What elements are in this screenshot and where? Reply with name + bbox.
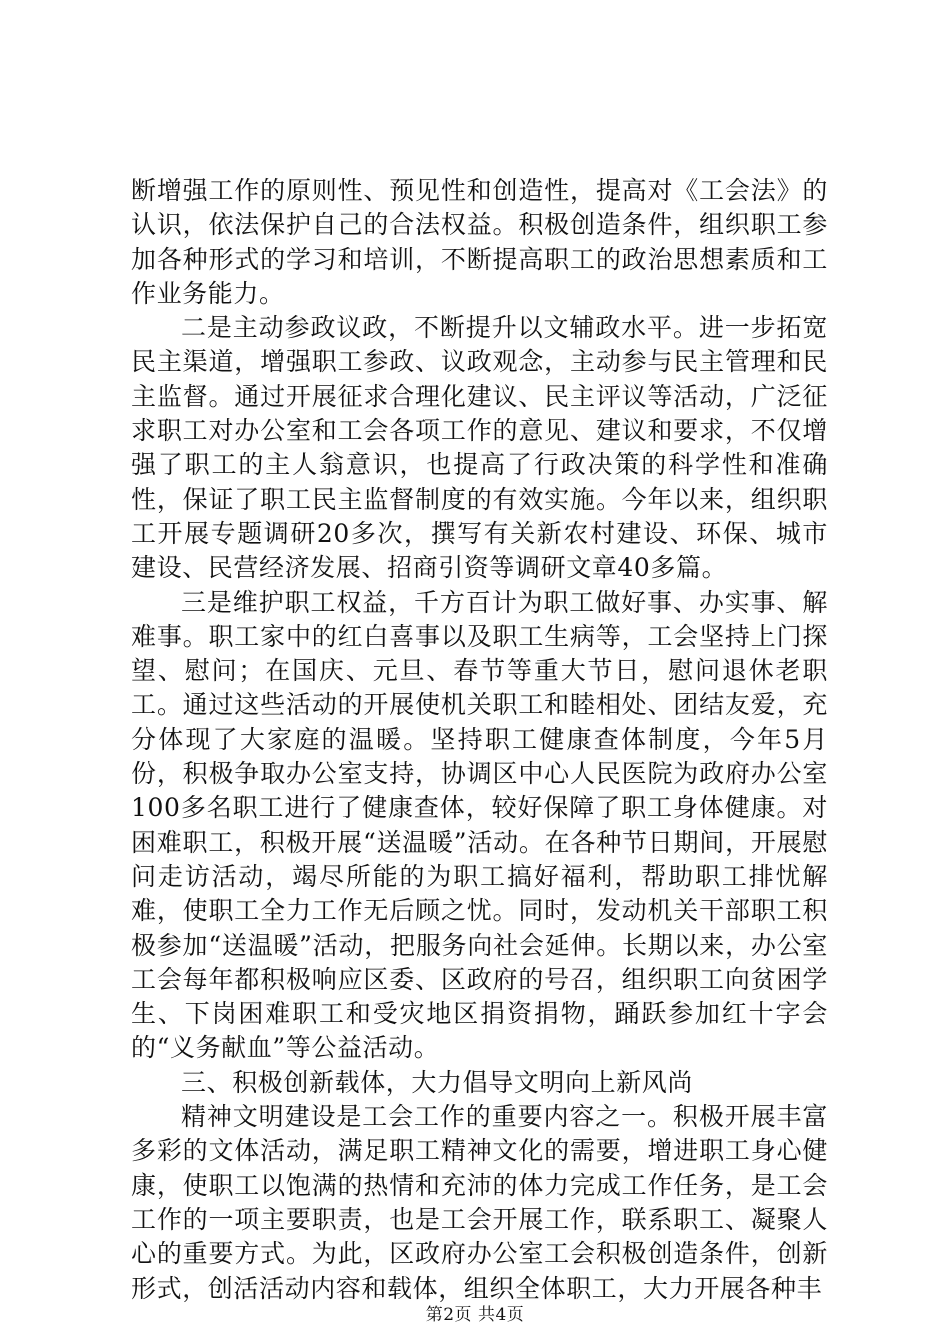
page-number-footer: 第2页 共4页 xyxy=(425,1305,525,1325)
document-body xyxy=(131,174,828,1306)
paragraph-participation: 二是主动参政议政，不断提升以文辅政水平。进一步拓宽民主渠道，增强职工参政、议政观念，主动参与民主管理和民主监督。通过开展征求合理化建议、民主评议等活动，广泛征求职工对办公室和工会各项工作的意见、建议和要求，不仅增强了职工的主人翁意识，也提高了行政决策的科学性和准确性，保证了职工民主监督制度的有效实施。今年以来，组织职工开展专题调研20多次，撰写有关新农村建设、环保、城市建设、民营经济发展、招商引资等调研文章40多篇。 xyxy=(131,313,828,583)
paragraph-continuation: 断增强工作的原则性、预见性和创造性，提高对《工会法》的认识，依法保护自己的合法权益。积极创造条件，组织职工参加各种形式的学习和培训，不断提高职工的政治思想素质和工作业务能力。 xyxy=(131,176,828,308)
paragraph-spiritual-civilization: 精神文明建设是工会工作的重要内容之一。积极开展丰富多彩的文体活动，满足职工精神文化的需要，增进职工身心健康，使职工以饱满的热情和充沛的体力完成工作任务，是工会工作的一项主要职责，也是工会开展工作，联系职工、凝聚人心的重要方式。为此，区政府办公室工会积极创造条件，创新形式，创活活动内容和载体，组织全体职工，大力开展各种丰 xyxy=(131,1102,828,1303)
section-heading: 三、积极创新载体，大力倡导文明向上新风尚 xyxy=(181,1067,694,1097)
paragraph-rights: 三是维护职工权益，千方百计为职工做好事、办实事、解难事。职工家中的红白喜事以及职工生病等，工会坚持上门探望、慰问；在国庆、元旦、春节等重大节日，慰问退休老职工。通过这些活动的开展使机关职工和睦相处、团结友爱，充分体现了大家庭的温暖。坚持职工健康查体制度，今年5月份，积极争取办公室支持，协调区中心人民医院为政府办公室100多名职工进行了健康查体，较好保障了职工身体健康。对困难职工，积极开展“送温暖”活动。在各种节日期间，开展慰问走访活动，竭尽所能的为职工搞好福利，帮助职工排忧解难，使职工全力工作无后顾之忧。同时，发动机关干部职工积极参加“送温暖”活动，把服务向社会延伸。长期以来，办公室工会每年都积极响应区委、区政府的号召，组织职工向贫困学生、下岗困难职工和受灾地区捐资捐物，踊跃参加红十字会的“义务献血”等公益活动。 xyxy=(131,587,828,1063)
